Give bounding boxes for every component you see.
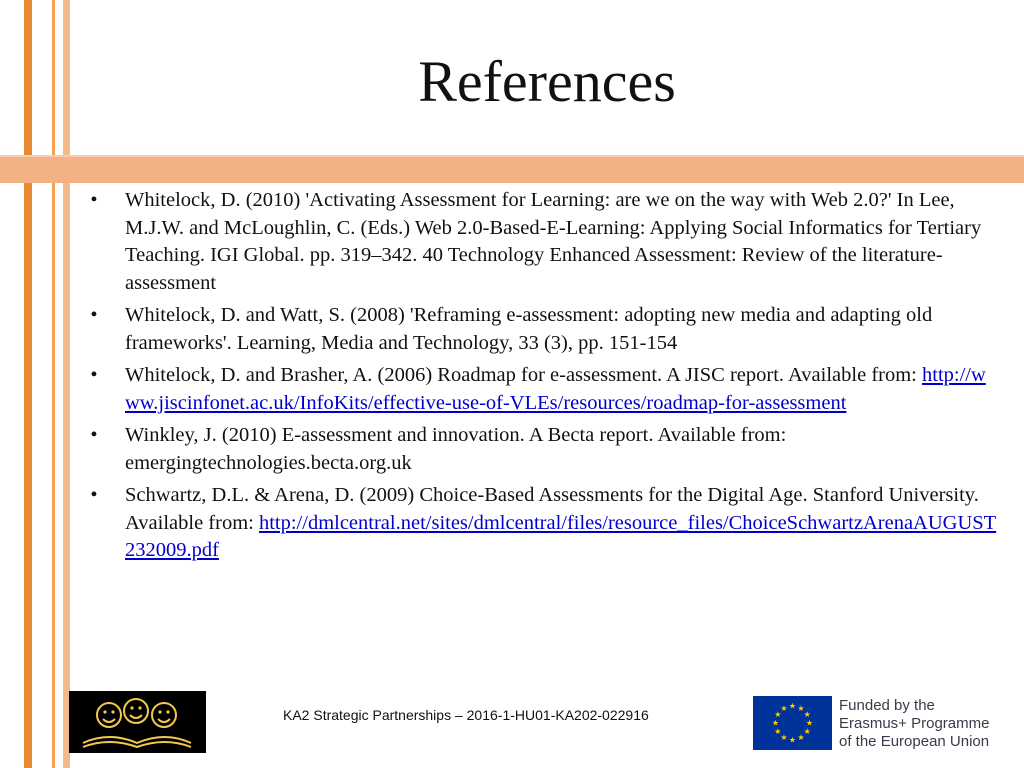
bullet-icon: • xyxy=(90,424,98,446)
eu-star: ★ xyxy=(774,727,782,736)
reference-text: Whitelock, D. and Watt, S. (2008) 'Reframing e-assessment: adopting new media and adapting old frameworks'. Learning, Media and Technology, 33 (3), pp. 151-154 xyxy=(125,304,933,354)
left-accent-bar-2 xyxy=(52,0,55,768)
project-logo-icon xyxy=(69,691,206,753)
eu-star: ★ xyxy=(805,718,814,728)
reference-item xyxy=(84,422,999,477)
reference-text: Winkley, J. (2010) E-assessment and innovation. A Becta report. Available from: emergingtechnologies.becta.org.uk xyxy=(125,424,787,474)
eu-star: ★ xyxy=(780,733,788,743)
eu-funding-text xyxy=(839,697,1019,751)
reference-item xyxy=(84,302,999,357)
reference-link[interactable]: http://www.jiscinfonet.ac.uk/InfoKits/effective-use-of-VLEs/resources/roadmap-for-assessment xyxy=(125,364,986,414)
reference-link[interactable]: http://dmlcentral.net/sites/dmlcentral/files/resource_files/ChoiceSchwartzArenaAUGUST232009.pdf xyxy=(125,511,997,561)
project-id-text: KA2 Strategic Partnerships – 2016-1-HU01-KA202-022916 xyxy=(283,707,649,723)
eu-star: ★ xyxy=(803,710,811,719)
eu-funding-line: Erasmus+ Programme xyxy=(839,715,990,732)
eu-star: ★ xyxy=(797,733,805,743)
eu-funding-line: Funded by the xyxy=(839,697,935,714)
eu-star: ★ xyxy=(788,701,797,711)
reference-item xyxy=(84,187,999,297)
left-accent-bar-1 xyxy=(24,0,32,768)
eu-star: ★ xyxy=(774,710,782,719)
eu-flag-icon xyxy=(753,696,832,750)
eu-star: ★ xyxy=(780,703,788,713)
bullet-icon: • xyxy=(90,304,98,326)
bullet-icon: • xyxy=(90,189,98,211)
reference-text: Whitelock, D. (2010) 'Activating Assessment for Learning: are we on the way with Web 2.0?' In Lee, M.J.W. and McLoughlin, C. (Eds.) Web 2.0-Based-E-Learning: Applying Social Informatics for Tertiary Teaching. IGI Global. pp. 319–342. 40 Technology Enhanced Assessment: Review of the literature-assessment xyxy=(125,189,982,294)
eu-funding-line: of the European Union xyxy=(839,733,990,750)
eu-star: ★ xyxy=(803,727,811,736)
eu-star: ★ xyxy=(788,735,797,745)
left-accent-bar-3 xyxy=(63,0,70,768)
bullet-icon: • xyxy=(90,484,98,506)
eu-star: ★ xyxy=(771,718,780,728)
bullet-icon: • xyxy=(90,364,98,386)
header-divider-band xyxy=(0,157,1024,183)
reference-text: Whitelock, D. and Brasher, A. (2006) Roadmap for e-assessment. A JISC report. Available from: xyxy=(125,364,922,386)
slide-title: References xyxy=(418,49,676,114)
reference-item xyxy=(84,482,999,565)
reference-list xyxy=(84,187,999,570)
reference-text: Schwartz, D.L. & Arena, D. (2009) Choice-Based Assessments for the Digital Age. Stanford University. Available from: xyxy=(125,484,979,534)
eu-star: ★ xyxy=(797,703,805,713)
reference-item xyxy=(84,362,999,417)
